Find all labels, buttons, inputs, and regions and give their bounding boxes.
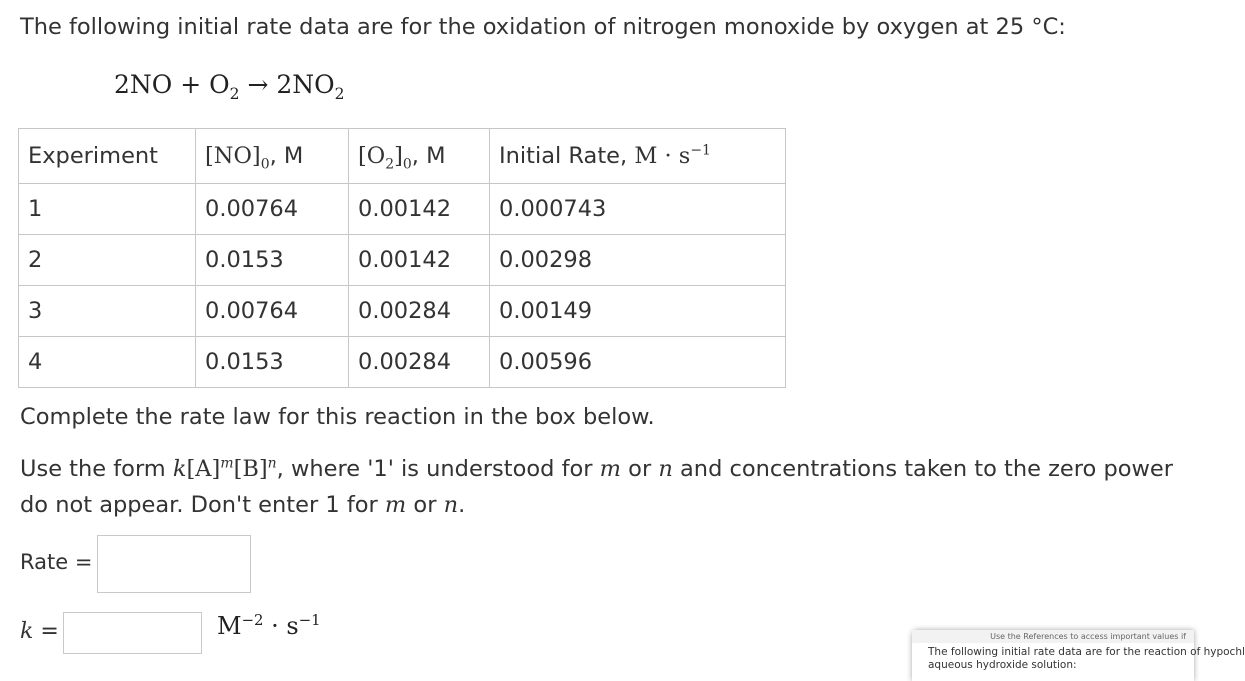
cell-o2: 0.00284: [349, 337, 490, 388]
product-no2: $2NO_2$: [276, 70, 345, 103]
preview-text: The following initial rate data are for the reaction of hypochl aqueous hydroxide solution:: [928, 646, 1245, 671]
table-row: [19, 235, 786, 286]
header-o2-concentration: $[O_2]_0$, M: [349, 129, 490, 184]
reaction-equation: [114, 70, 345, 103]
table-row: [19, 286, 786, 337]
intro-text: The following initial rate data are for the oxidation of nitrogen monoxide by oxygen at 25 °C:: [20, 14, 1066, 40]
cell-rate: 0.00298: [490, 235, 786, 286]
references-note: Use the References to access important values if: [912, 630, 1194, 643]
table-row: [19, 184, 786, 235]
cell-no: 0.0153: [196, 337, 349, 388]
header-initial-rate: Initial Rate, $M \cdot s^{-1}$: [490, 129, 786, 184]
k-label: k =: [20, 619, 59, 644]
cell-experiment: 4: [19, 337, 196, 388]
cell-rate: 0.000743: [490, 184, 786, 235]
instruction-complete: Complete the rate law for this reaction in the box below.: [20, 404, 655, 430]
cell-o2: 0.00284: [349, 286, 490, 337]
instruction-form: Use the form $k[A]^m[B]^n$, where '1' is understood for m or n and concentrations taken to the zero power do not appear. Don't enter 1 for m or n.: [20, 455, 1173, 518]
header-experiment: Experiment: [19, 129, 196, 184]
rate-law-input[interactable]: [97, 535, 251, 593]
cell-experiment: 3: [19, 286, 196, 337]
rate-law-form: $k[A]^m[B]^n$: [172, 455, 277, 482]
cell-no: 0.0153: [196, 235, 349, 286]
reactant-o2: $O_2$: [209, 70, 240, 103]
cell-no: 0.00764: [196, 184, 349, 235]
cell-no: 0.00764: [196, 286, 349, 337]
rate-constant-input[interactable]: [63, 612, 202, 654]
k-units: $M^{-2} \cdot s^{-1}$: [217, 611, 321, 640]
cell-o2: 0.00142: [349, 235, 490, 286]
next-question-preview[interactable]: [912, 630, 1245, 681]
rate-label: Rate =: [20, 550, 93, 574]
table-row: [19, 337, 786, 388]
reactant-no: 2NO: [114, 70, 173, 99]
plus-sign: +: [180, 70, 202, 99]
cell-o2: 0.00142: [349, 184, 490, 235]
cell-experiment: 1: [19, 184, 196, 235]
table-header-row: [19, 129, 786, 184]
rate-data-table: [18, 128, 786, 388]
header-no-concentration: $[NO]_0$, M: [196, 129, 349, 184]
cell-rate: 0.00596: [490, 337, 786, 388]
reaction-arrow: →: [247, 70, 269, 99]
cell-rate: 0.00149: [490, 286, 786, 337]
cell-experiment: 2: [19, 235, 196, 286]
